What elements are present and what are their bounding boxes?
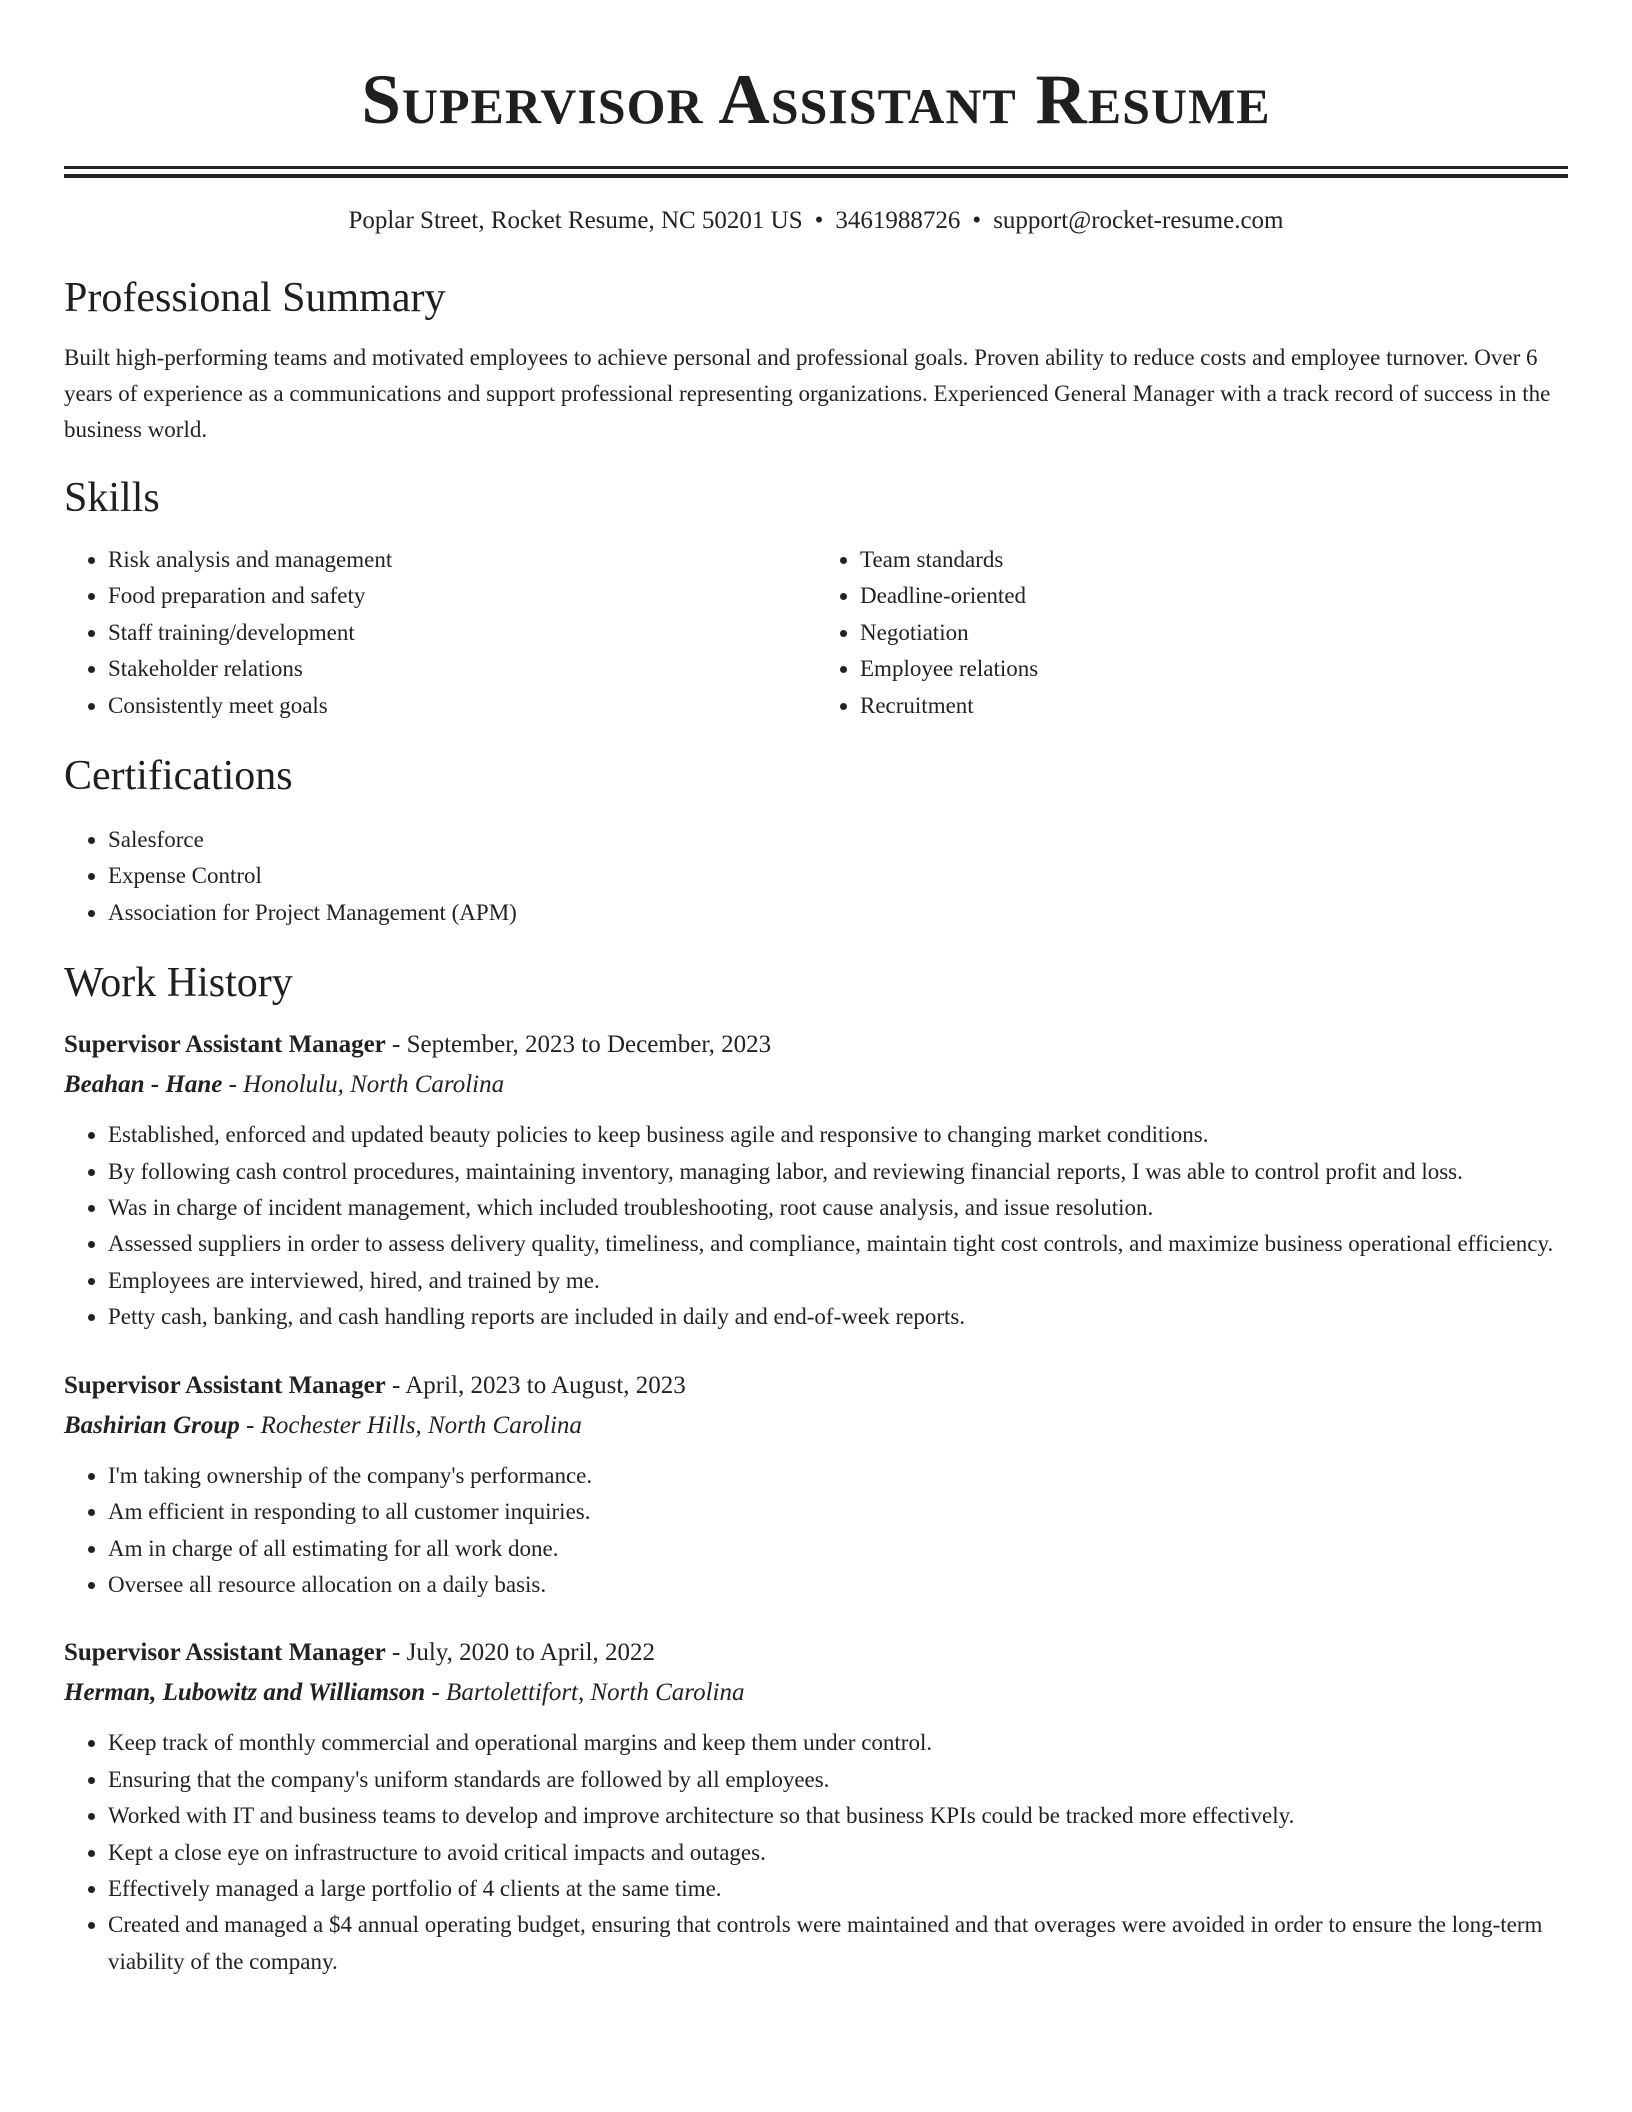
contact-email: support@rocket-resume.com [993,207,1284,234]
job-company: Herman, Lubowitz and Williamson [64,1679,426,1707]
job-bullet: • Am in charge of all estimating for all work done. [108,1531,1568,1567]
job-location: - Honolulu, North Carolina [222,1071,505,1099]
job-role: Supervisor Assistant Manager [64,1031,386,1059]
job-dates: - September, 2023 to December, 2023 [385,1031,772,1059]
job-bullet: • Oversee all resource allocation on a daily basis. [108,1567,1568,1603]
contact-phone: 3461988726 [835,207,961,234]
resume-title: Supervisor Assistant Resume [361,61,1271,139]
job-bullets [64,1117,1568,1335]
job-bullets [64,1458,1568,1604]
job-entry [64,1025,1568,1335]
job-title-line [64,1366,1568,1406]
skills-left-list [64,542,816,724]
job-title-line [64,1633,1568,1673]
skill-item: • Employee relations [860,651,1568,687]
job-bullet: • Assessed suppliers in order to assess delivery quality, timeliness, and compliance, maintain tight cost controls, and maximize business operational efficiency. [108,1226,1568,1262]
job-bullet: • By following cash control procedures, maintaining inventory, managing labor, and reviewing financial reports, I was able to control profit and loss. [108,1154,1568,1190]
job-dates: - April, 2023 to August, 2023 [385,1371,686,1399]
job-entry [64,1633,1568,1980]
skill-item: • Staff training/development [108,615,816,651]
job-bullets [64,1725,1568,1980]
certification-item: • Expense Control [108,858,1568,894]
job-bullet: • Ensuring that the company's uniform standards are followed by all employees. [108,1762,1568,1798]
skill-item: • Consistently meet goals [108,688,816,724]
skill-item: • Deadline-oriented [860,578,1568,614]
skill-item: • Team standards [860,542,1568,578]
skills-columns [64,542,1568,724]
job-company-line [64,1065,1568,1105]
skill-item: • Stakeholder relations [108,651,816,687]
work-history-heading: Work History [64,960,293,1007]
contact-separator: • [972,207,982,234]
job-company-line [64,1406,1568,1446]
job-bullet: • I'm taking ownership of the company's performance. [108,1458,1568,1494]
skills-right-list [816,542,1568,724]
contact-address: Poplar Street, Rocket Resume, NC 50201 US [348,207,803,234]
skill-item: • Recruitment [860,688,1568,724]
skills-heading: Skills [64,475,160,521]
certifications-list [64,822,1568,931]
job-role: Supervisor Assistant Manager [64,1639,386,1667]
title-double-rule [64,166,1568,178]
skill-item: • Food preparation and safety [108,578,816,614]
job-title-line [64,1025,1568,1065]
job-bullet: • Created and managed a $4 annual operating budget, ensuring that controls were maintained and that overages were avoided in order to ensure the long-term viability of the company. [108,1907,1568,1980]
contact-line [64,204,1568,238]
job-bullet: • Petty cash, banking, and cash handling reports are included in daily and end-of-week reports. [108,1299,1568,1335]
skill-item: • Risk analysis and management [108,542,816,578]
contact-separator: • [814,207,824,234]
job-location: - Rochester Hills, North Carolina [239,1411,582,1439]
summary-heading: Professional Summary [64,275,446,321]
job-bullet: • Kept a close eye on infrastructure to avoid critical impacts and outages. [108,1835,1568,1871]
job-bullet: • Am efficient in responding to all customer inquiries. [108,1494,1568,1530]
job-company-line [64,1673,1568,1713]
job-dates: - July, 2020 to April, 2022 [385,1639,655,1667]
skill-item: • Negotiation [860,615,1568,651]
job-bullet: • Was in charge of incident management, which included troubleshooting, root cause analysis, and issue resolution. [108,1190,1568,1226]
certification-item: • Salesforce [108,822,1568,858]
job-entry [64,1366,1568,1604]
summary-text: Built high-performing teams and motivated employees to achieve personal and professional goals. Proven ability to reduce costs and employee turnover. Over 6 years of experience as a communications and support professional representing organizations. Experienced General Manager with a track record of success in the business world. [64,345,1551,442]
certification-item: • Association for Project Management (APM) [108,895,1568,931]
job-location: - Bartolettifort, North Carolina [425,1679,745,1707]
job-bullet: • Worked with IT and business teams to develop and improve architecture so that business KPIs could be tracked more effectively. [108,1798,1568,1834]
job-bullet: • Established, enforced and updated beauty policies to keep business agile and responsive to changing market conditions. [108,1117,1568,1153]
job-company: Bashirian Group [64,1411,240,1439]
job-company: Beahan - Hane [64,1071,223,1099]
job-bullet: • Employees are interviewed, hired, and trained by me. [108,1263,1568,1299]
job-role: Supervisor Assistant Manager [64,1371,386,1399]
job-bullet: • Effectively managed a large portfolio of 4 clients at the same time. [108,1871,1568,1907]
job-bullet: • Keep track of monthly commercial and operational margins and keep them under control. [108,1725,1568,1761]
certifications-heading: Certifications [64,753,293,800]
